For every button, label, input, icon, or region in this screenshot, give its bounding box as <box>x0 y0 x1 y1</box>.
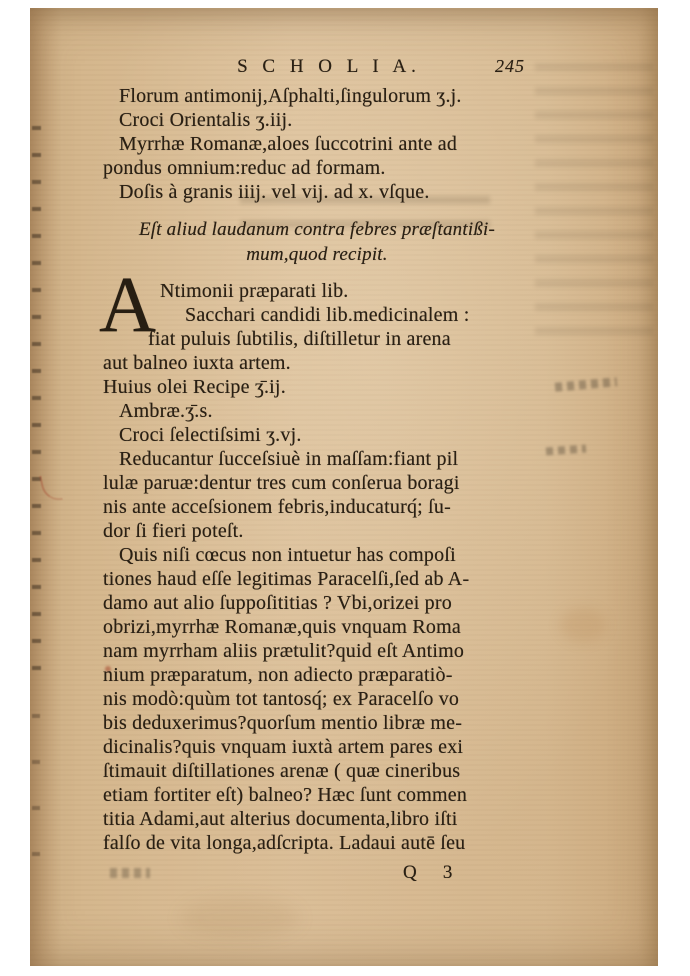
text-line: dicinalis?quis vnquam iuxtà artem pares exi <box>103 736 464 758</box>
recipe-block <box>103 84 531 204</box>
page-header <box>103 54 531 78</box>
text-line: lulæ paruæ:dentur tres cum conſerua boragi <box>103 472 460 494</box>
text-line: Huius olei Recipe ʒ̄.ij. <box>103 376 286 398</box>
text-line: obrizi,myrrhæ Romanæ,quis vnquam Roma <box>103 616 461 638</box>
text-line: Myrrhæ Romanæ,aloes ſuccotrini ante ad <box>119 133 458 155</box>
signature-mark <box>103 861 531 885</box>
heading-line: mum,quod recipit. <box>246 244 388 265</box>
show-through-text-ghost <box>535 63 653 343</box>
text-line: nis ante acceſsionem febris,inducaturq́; ſu- <box>103 496 451 518</box>
heading-line: Eſt aliud laudanum contra febres præſtantißi- <box>138 219 496 240</box>
drop-cap: A <box>99 262 157 349</box>
text-line: aut balneo iuxta artem. <box>103 352 291 374</box>
text-line: Ntimonii præparati lib. <box>160 280 349 302</box>
marginalia-smudge <box>546 445 586 456</box>
text-line: etiam fortiter eſt) balneo? Hæc ſunt commen <box>103 784 468 806</box>
text-line: pondus omnium:reduc ad formam. <box>103 157 386 179</box>
running-title: S C H O L I A. <box>237 56 421 77</box>
text-line: Doſis à granis iiij. vel vij. ad x. vſque. <box>119 181 430 203</box>
text-line: dor ſi fieri poteſt. <box>103 520 244 542</box>
book-page <box>30 8 658 966</box>
text-line: falſo de vita longa,adſcripta. Ladaui autē ſeu <box>103 832 466 854</box>
main-text-block <box>99 262 531 855</box>
text-line: Reducantur ſucceſsiuè in maſſam:fiant pil <box>119 448 459 470</box>
text-line: Ambræ.ʒ̄.s. <box>119 400 213 422</box>
text-line: Croci ſelectiſsimi ʒ.vj. <box>119 424 302 446</box>
text-line: damo aut alio ſuppoſititias ? Vbi,orizei pro <box>103 592 452 614</box>
text-line: nium præparatum, non adiecto præparatiò- <box>103 664 453 686</box>
text-block <box>99 54 531 885</box>
text-line: Sacchari candidi lib.medicinalem : <box>185 304 470 326</box>
text-line: titia Adami,aut alterius documenta,libro iſti <box>103 808 458 830</box>
text-line: Croci Orientalis ʒ.iij. <box>119 109 293 131</box>
text-line: nam myrrham aliis prætulit?quid eſt Antimo <box>103 640 465 662</box>
edge-show-through-marks-lower <box>32 714 40 884</box>
text-line: tiones haud eſſe legitimas Paracelſi,ſed ab A- <box>103 568 470 590</box>
edge-show-through-marks <box>32 126 41 686</box>
text-line: Quis niſi cœcus non intuetur has compoſi <box>119 544 456 566</box>
text-line: nis modò:quùm tot tantosq́; ex Paracelſo vo <box>103 688 460 710</box>
text-line: fiat puluis ſubtilis, diſtilletur in arena <box>148 328 451 350</box>
paper-stain <box>180 898 300 938</box>
paper-stain <box>560 608 606 642</box>
red-ink-mark <box>39 472 62 503</box>
text-line: ſtimauit diſtillationes arenæ ( quæ cineribus <box>103 760 461 782</box>
page-number: 245 <box>495 56 525 76</box>
signature-letter: Q <box>403 862 417 883</box>
marginalia-smudge <box>555 377 618 391</box>
section-heading <box>103 217 531 267</box>
text-line: bis deduxerimus?quorſum mentio libræ me- <box>103 712 463 734</box>
signature-number: 3 <box>442 862 453 883</box>
text-line: Florum antimonij,Aſphalti,ſingulorum ʒ.j. <box>119 85 462 107</box>
